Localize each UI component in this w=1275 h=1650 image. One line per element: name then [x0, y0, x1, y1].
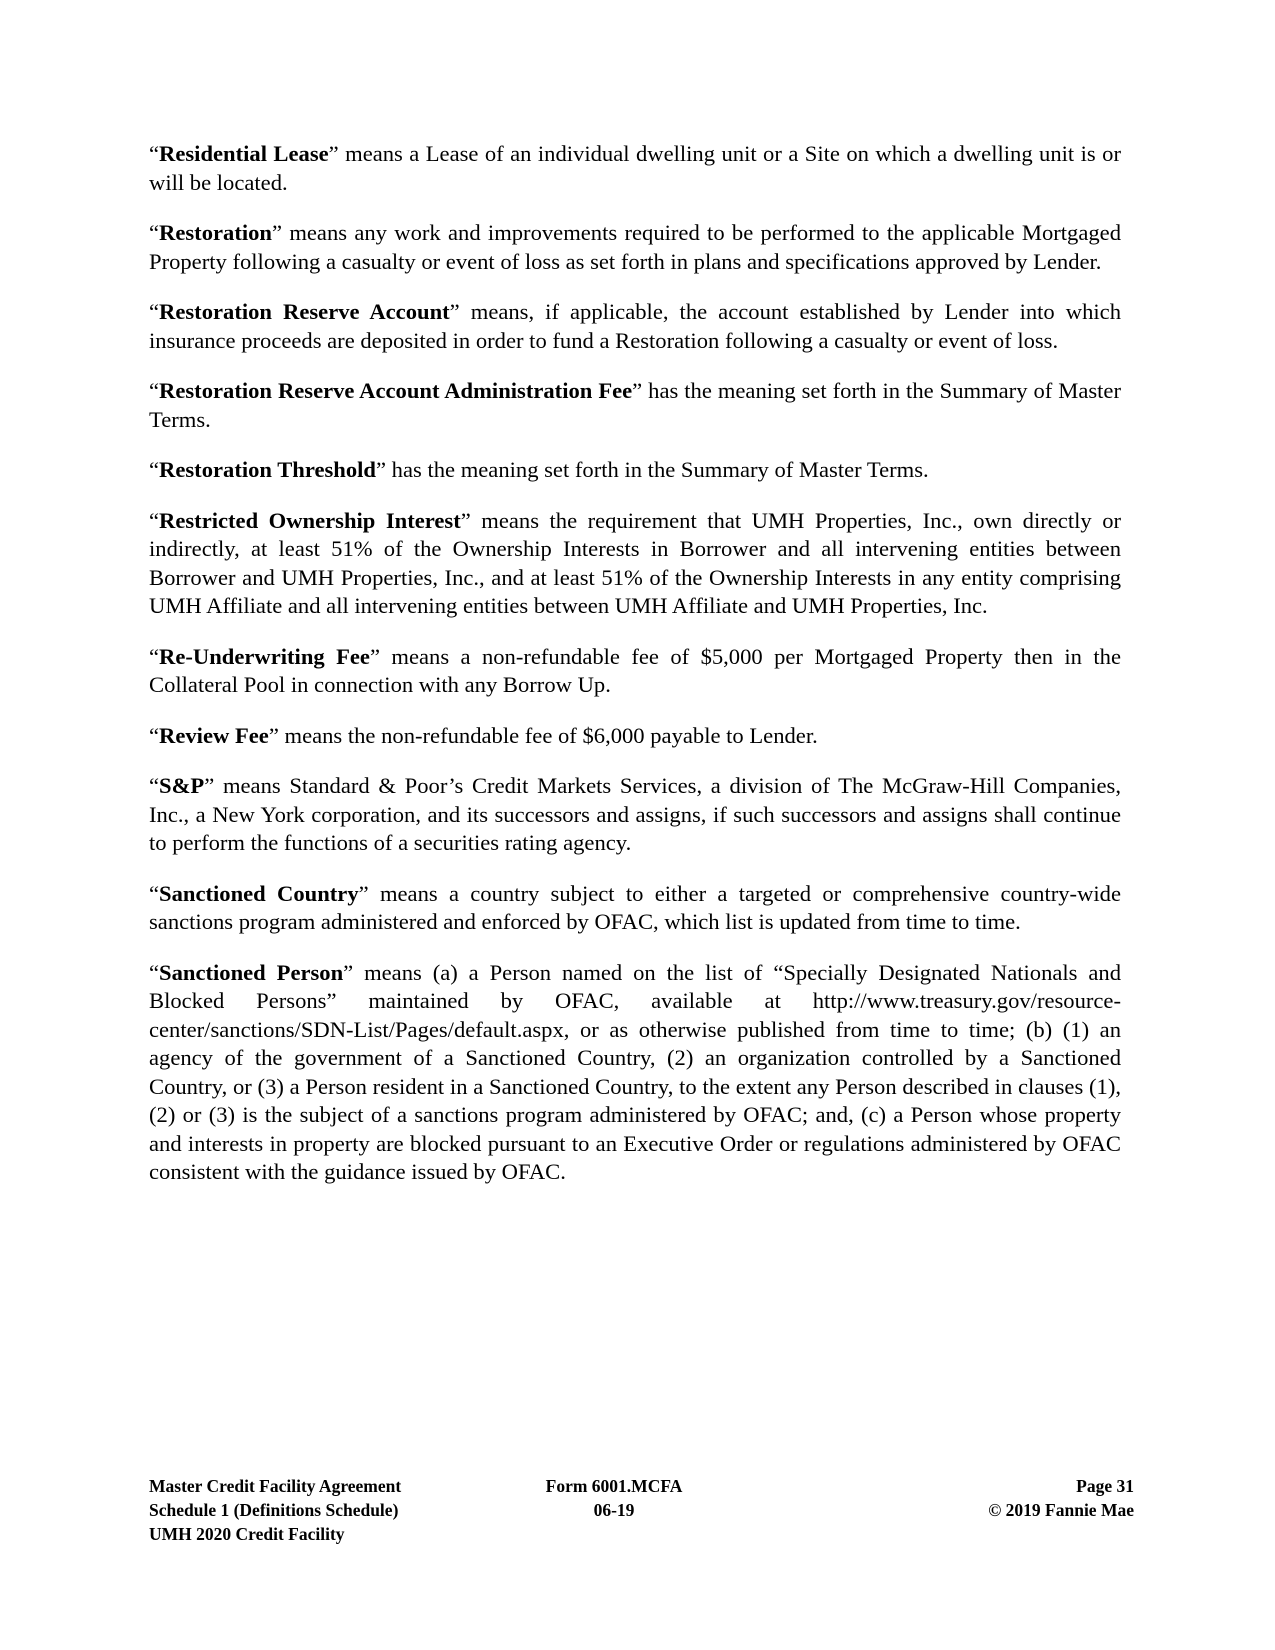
defined-term: Restoration Threshold	[159, 457, 376, 482]
footer-page-number: Page 31	[1076, 1476, 1134, 1496]
definition-paragraph: “Restoration Reserve Account Administration Fee” has the meaning set forth in the Summary of Master Terms.	[149, 378, 1121, 432]
definition-text: means (a) a Person named on the list of “Specially Designated Nationals and Blocked Persons” maintained by OFAC, available at http://www.treasury.gov/resource-center/sanctions/SDN-List/Pages/default.aspx, or as otherwise published from time to time; (b) (1) an agency of the government of a Sanctioned Country, (2) an organization controlled by a Sanctioned Country, or (3) a Person resident in a Sanctioned Country, to the extent any Person described in clauses (1), (2) or (3) is the subject of a sanctions program administered by OFAC; and, (c) a Person whose property and interests in property are blocked pursuant to an Executive Order or regulations administered by OFAC consistent with the guidance issued by OFAC.	[149, 959, 1121, 1184]
footer-form-number: Form 6001.MCFA	[545, 1476, 683, 1496]
definition-paragraph: “Restoration” means any work and improvements required to be performed to the applicable Mortgaged Property following a casualty or event of loss as set forth in plans and specifications approved by Lender.	[149, 220, 1121, 274]
definition-paragraph: “Restoration Reserve Account” means, if applicable, the account established by Lender into which insurance proceeds are deposited in order to fund a Restoration following a casualty or event of loss.	[149, 299, 1121, 353]
definition-text: means a non-refundable fee of $5,000 per Mortgaged Property then in the Collateral Pool in connection with any Borrow Up.	[149, 643, 1121, 697]
definition-text: means, if applicable, the account established by Lender into which insurance proceeds are deposited in order to fund a Restoration following a casualty or event of loss.	[149, 299, 1121, 353]
defined-term: Restoration Reserve Account Administration Fee	[159, 378, 633, 403]
definition-paragraph: “Residential Lease” means a Lease of an individual dwelling unit or a Site on which a dwelling unit is or will be located.	[149, 141, 1121, 195]
definition-text: has the meaning set forth in the Summary of Master Terms.	[386, 457, 929, 482]
definition-paragraph: “Review Fee” means the non-refundable fee of $6,000 payable to Lender.	[149, 722, 818, 748]
defined-term: S&P	[159, 773, 205, 798]
definition-text: has the meaning set forth in the Summary of Master Terms.	[149, 378, 1121, 432]
defined-term: Review Fee	[159, 722, 269, 748]
defined-term: Sanctioned Person	[159, 959, 344, 985]
defined-term: Sanctioned Country	[159, 880, 359, 906]
definition-paragraph: “Restoration Threshold” has the meaning set forth in the Summary of Master Terms.	[149, 457, 929, 482]
footer-copyright: © 2019 Fannie Mae	[988, 1500, 1134, 1520]
definition-paragraph: “Sanctioned Person” means (a) a Person named on the list of “Specially Designated Nationals and Blocked Persons” maintained by OFAC, available at http://www.treasury.gov/resource-center/sanctions/SDN-List/Pages/default.aspx, or as otherwise published from time to time; (b) (1) an agency of the government of a Sanctioned Country, (2) an organization controlled by a Sanctioned Country, or (3) a Person resident in a Sanctioned Country, to the extent any Person described in clauses (1), (2) or (3) is the subject of a sanctions program administered by OFAC; and, (c) a Person whose property and interests in property are blocked pursuant to an Executive Order or regulations administered by OFAC consistent with the guidance issued by OFAC.	[149, 959, 1121, 1184]
defined-term: Re-Underwriting Fee	[159, 643, 370, 669]
definition-text: means the non-refundable fee of $6,000 payable to Lender.	[278, 722, 818, 748]
definition-text: means a Lease of an individual dwelling unit or a Site on which a dwelling unit is or will be located.	[149, 141, 1121, 195]
defined-term: Residential Lease	[159, 141, 329, 166]
definition-text: means the requirement that UMH Properties, Inc., own directly or indirectly, at least 51% of the Ownership Interests in Borrower and all intervening entities between Borrower and UMH Properties, Inc., and at least 51% of the Ownership Interests in any entity comprising UMH Affiliate and all intervening entities between UMH Affiliate and UMH Properties, Inc.	[149, 507, 1122, 618]
defined-term: Restoration	[159, 220, 272, 245]
definitions-list	[149, 140, 1121, 1209]
definition-text: means any work and improvements required to be performed to the applicable Mortgaged Property following a casualty or event of loss as set forth in plans and specifications approved by Lender.	[149, 220, 1121, 274]
definition-paragraph: “Restricted Ownership Interest” means the requirement that UMH Properties, Inc., own directly or indirectly, at least 51% of the Ownership Interests in Borrower and all intervening entities between Borrower and UMH Properties, Inc., and at least 51% of the Ownership Interests in any entity comprising UMH Affiliate and all intervening entities between UMH Affiliate and UMH Properties, Inc.	[149, 507, 1122, 618]
footer-form-date: 06-19	[593, 1500, 635, 1520]
footer-form-info	[499, 1474, 729, 1522]
defined-term: Restoration Reserve Account	[159, 299, 450, 324]
defined-term: Restricted Ownership Interest	[159, 507, 461, 533]
definition-paragraph: “S&P” means Standard & Poor’s Credit Markets Services, a division of The McGraw-Hill Companies, Inc., a New York corporation, and its successors and assigns, if such successors and assigns shall continue to perform the functions of a securities rating agency.	[149, 773, 1121, 855]
footer-schedule-title: Schedule 1 (Definitions Schedule)	[149, 1500, 399, 1520]
definition-paragraph: “Sanctioned Country” means a country subject to either a targeted or comprehensive country-wide sanctions program administered and enforced by OFAC, which list is updated from time to time.	[149, 880, 1121, 934]
definition-paragraph: “Re-Underwriting Fee” means a non-refundable fee of $5,000 per Mortgaged Property then in the Collateral Pool in connection with any Borrow Up.	[149, 643, 1121, 697]
footer-facility-name: UMH 2020 Credit Facility	[149, 1524, 345, 1544]
definition-text: means Standard & Poor’s Credit Markets Services, a division of The McGraw-Hill Companies, Inc., a New York corporation, and its successors and assigns, if such successors and assigns shall continue to perform the functions of a securities rating agency.	[149, 773, 1121, 855]
footer-document-info	[149, 1474, 401, 1546]
footer-page-info	[988, 1474, 1134, 1522]
definition-text: means a country subject to either a targeted or comprehensive country-wide sanctions program administered and enforced by OFAC, which list is updated from time to time.	[149, 880, 1121, 934]
footer-agreement-title: Master Credit Facility Agreement	[149, 1476, 402, 1496]
